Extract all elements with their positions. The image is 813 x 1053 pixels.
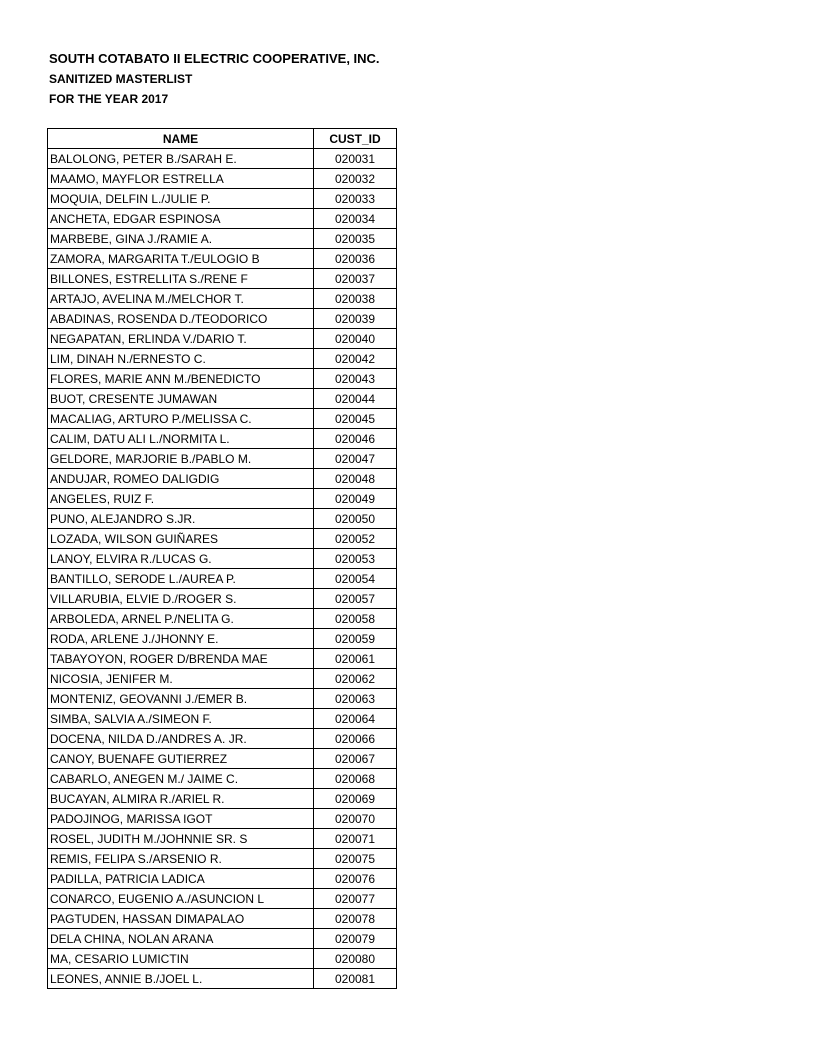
- customer-name-cell: BALOLONG, PETER B./SARAH E.: [48, 149, 314, 169]
- table-body: [48, 149, 397, 989]
- table-row: [48, 529, 397, 549]
- customer-name-cell: ANDUJAR, ROMEO DALIGDIG: [48, 469, 314, 489]
- table-row: [48, 269, 397, 289]
- customer-name-cell: DELA CHINA, NOLAN ARANA: [48, 929, 314, 949]
- customer-id-cell: 020075: [314, 849, 397, 869]
- table-row: [48, 209, 397, 229]
- customer-id-cell: 020035: [314, 229, 397, 249]
- customer-id-cell: 020047: [314, 449, 397, 469]
- customer-id-cell: 020076: [314, 869, 397, 889]
- document-header: [49, 50, 380, 110]
- table-row: [48, 429, 397, 449]
- table-row: [48, 669, 397, 689]
- customer-name-cell: ANCHETA, EDGAR ESPINOSA: [48, 209, 314, 229]
- customer-id-cell: 020061: [314, 649, 397, 669]
- table-row: [48, 589, 397, 609]
- customer-name-cell: BILLONES, ESTRELLITA S./RENE F: [48, 269, 314, 289]
- table-row: [48, 709, 397, 729]
- table-row: [48, 549, 397, 569]
- customer-name-cell: MONTENIZ, GEOVANNI J./EMER B.: [48, 689, 314, 709]
- customer-id-cell: 020031: [314, 149, 397, 169]
- customer-id-cell: 020080: [314, 949, 397, 969]
- table-row: [48, 349, 397, 369]
- customer-name-cell: ANGELES, RUIZ F.: [48, 489, 314, 509]
- customer-id-cell: 020046: [314, 429, 397, 449]
- customer-name-cell: LANOY, ELVIRA R./LUCAS G.: [48, 549, 314, 569]
- customer-id-cell: 020034: [314, 209, 397, 229]
- table-row: [48, 309, 397, 329]
- customer-name-cell: DOCENA, NILDA D./ANDRES A. JR.: [48, 729, 314, 749]
- customer-id-cell: 020063: [314, 689, 397, 709]
- customer-name-cell: BUCAYAN, ALMIRA R./ARIEL R.: [48, 789, 314, 809]
- customer-name-cell: MOQUIA, DELFIN L./JULIE P.: [48, 189, 314, 209]
- table-row: [48, 829, 397, 849]
- customer-id-cell: 020071: [314, 829, 397, 849]
- table-row: [48, 949, 397, 969]
- customer-name-cell: MARBEBE, GINA J./RAMIE A.: [48, 229, 314, 249]
- customer-name-cell: ROSEL, JUDITH M./JOHNNIE SR. S: [48, 829, 314, 849]
- customer-name-cell: VILLARUBIA, ELVIE D./ROGER S.: [48, 589, 314, 609]
- table-row: [48, 509, 397, 529]
- customer-name-cell: PAGTUDEN, HASSAN DIMAPALAO: [48, 909, 314, 929]
- customer-id-cell: 020077: [314, 889, 397, 909]
- table-row: [48, 389, 397, 409]
- customer-name-cell: REMIS, FELIPA S./ARSENIO R.: [48, 849, 314, 869]
- customer-name-cell: FLORES, MARIE ANN M./BENEDICTO: [48, 369, 314, 389]
- masterlist-table: [47, 128, 397, 989]
- table-row: [48, 649, 397, 669]
- table-row: [48, 729, 397, 749]
- customer-id-cell: 020033: [314, 189, 397, 209]
- document-subtitle: SANITIZED MASTERLIST: [49, 72, 193, 86]
- table-row: [48, 469, 397, 489]
- customer-id-cell: 020059: [314, 629, 397, 649]
- table-row: [48, 609, 397, 629]
- table-row: [48, 169, 397, 189]
- table-row: [48, 329, 397, 349]
- table-row: [48, 369, 397, 389]
- table-row: [48, 769, 397, 789]
- customer-id-cell: 020032: [314, 169, 397, 189]
- customer-id-cell: 020036: [314, 249, 397, 269]
- table-row: [48, 929, 397, 949]
- customer-name-cell: CABARLO, ANEGEN M./ JAIME C.: [48, 769, 314, 789]
- table-row: [48, 149, 397, 169]
- customer-id-cell: 020037: [314, 269, 397, 289]
- customer-id-cell: 020039: [314, 309, 397, 329]
- customer-name-cell: ZAMORA, MARGARITA T./EULOGIO B: [48, 249, 314, 269]
- column-header-name: NAME: [48, 129, 314, 149]
- customer-name-cell: ABADINAS, ROSENDA D./TEODORICO: [48, 309, 314, 329]
- customer-id-cell: 020038: [314, 289, 397, 309]
- table-row: [48, 969, 397, 989]
- customer-name-cell: BANTILLO, SERODE L./AUREA P.: [48, 569, 314, 589]
- table-row: [48, 749, 397, 769]
- table-row: [48, 909, 397, 929]
- customer-id-cell: 020045: [314, 409, 397, 429]
- customer-name-cell: NEGAPATAN, ERLINDA V./DARIO T.: [48, 329, 314, 349]
- customer-name-cell: LEONES, ANNIE B./JOEL L.: [48, 969, 314, 989]
- customer-name-cell: ARTAJO, AVELINA M./MELCHOR T.: [48, 289, 314, 309]
- customer-name-cell: LIM, DINAH N./ERNESTO C.: [48, 349, 314, 369]
- customer-name-cell: NICOSIA, JENIFER M.: [48, 669, 314, 689]
- customer-name-cell: SIMBA, SALVIA A./SIMEON F.: [48, 709, 314, 729]
- customer-id-cell: 020069: [314, 789, 397, 809]
- table-row: [48, 789, 397, 809]
- customer-id-cell: 020043: [314, 369, 397, 389]
- customer-id-cell: 020081: [314, 969, 397, 989]
- customer-name-cell: TABAYOYON, ROGER D/BRENDA MAE: [48, 649, 314, 669]
- customer-id-cell: 020050: [314, 509, 397, 529]
- customer-id-cell: 020054: [314, 569, 397, 589]
- table-row: [48, 809, 397, 829]
- table-row: [48, 229, 397, 249]
- customer-name-cell: BUOT, CRESENTE JUMAWAN: [48, 389, 314, 409]
- column-header-cust-id: CUST_ID: [314, 129, 397, 149]
- customer-id-cell: 020042: [314, 349, 397, 369]
- table-row: [48, 629, 397, 649]
- customer-name-cell: ARBOLEDA, ARNEL P./NELITA G.: [48, 609, 314, 629]
- table-row: [48, 869, 397, 889]
- customer-id-cell: 020052: [314, 529, 397, 549]
- customer-id-cell: 020048: [314, 469, 397, 489]
- customer-id-cell: 020057: [314, 589, 397, 609]
- customer-name-cell: PADILLA, PATRICIA LADICA: [48, 869, 314, 889]
- customer-id-cell: 020040: [314, 329, 397, 349]
- customer-id-cell: 020062: [314, 669, 397, 689]
- table-row: [48, 289, 397, 309]
- customer-id-cell: 020070: [314, 809, 397, 829]
- customer-name-cell: MAAMO, MAYFLOR ESTRELLA: [48, 169, 314, 189]
- customer-id-cell: 020066: [314, 729, 397, 749]
- customer-id-cell: 020078: [314, 909, 397, 929]
- table-row: [48, 449, 397, 469]
- customer-id-cell: 020067: [314, 749, 397, 769]
- table-row: [48, 849, 397, 869]
- customer-name-cell: CANOY, BUENAFE GUTIERREZ: [48, 749, 314, 769]
- customer-id-cell: 020053: [314, 549, 397, 569]
- company-name: SOUTH COTABATO II ELECTRIC COOPERATIVE, INC.: [49, 51, 380, 66]
- customer-id-cell: 020068: [314, 769, 397, 789]
- customer-name-cell: MACALIAG, ARTURO P./MELISSA C.: [48, 409, 314, 429]
- customer-name-cell: CONARCO, EUGENIO A./ASUNCION L: [48, 889, 314, 909]
- document-year: FOR THE YEAR 2017: [49, 92, 169, 106]
- customer-id-cell: 020044: [314, 389, 397, 409]
- customer-name-cell: LOZADA, WILSON GUIÑARES: [48, 529, 314, 549]
- table-row: [48, 489, 397, 509]
- customer-name-cell: PUNO, ALEJANDRO S.JR.: [48, 509, 314, 529]
- table-row: [48, 889, 397, 909]
- customer-id-cell: 020079: [314, 929, 397, 949]
- customer-id-cell: 020064: [314, 709, 397, 729]
- table-row: [48, 569, 397, 589]
- customer-name-cell: GELDORE, MARJORIE B./PABLO M.: [48, 449, 314, 469]
- table-row: [48, 249, 397, 269]
- table-row: [48, 689, 397, 709]
- table-row: [48, 409, 397, 429]
- customer-name-cell: RODA, ARLENE J./JHONNY E.: [48, 629, 314, 649]
- customer-name-cell: MA, CESARIO LUMICTIN: [48, 949, 314, 969]
- customer-id-cell: 020049: [314, 489, 397, 509]
- table-header-row: [48, 129, 397, 149]
- customer-name-cell: PADOJINOG, MARISSA IGOT: [48, 809, 314, 829]
- customer-id-cell: 020058: [314, 609, 397, 629]
- table-row: [48, 189, 397, 209]
- customer-name-cell: CALIM, DATU ALI L./NORMITA L.: [48, 429, 314, 449]
